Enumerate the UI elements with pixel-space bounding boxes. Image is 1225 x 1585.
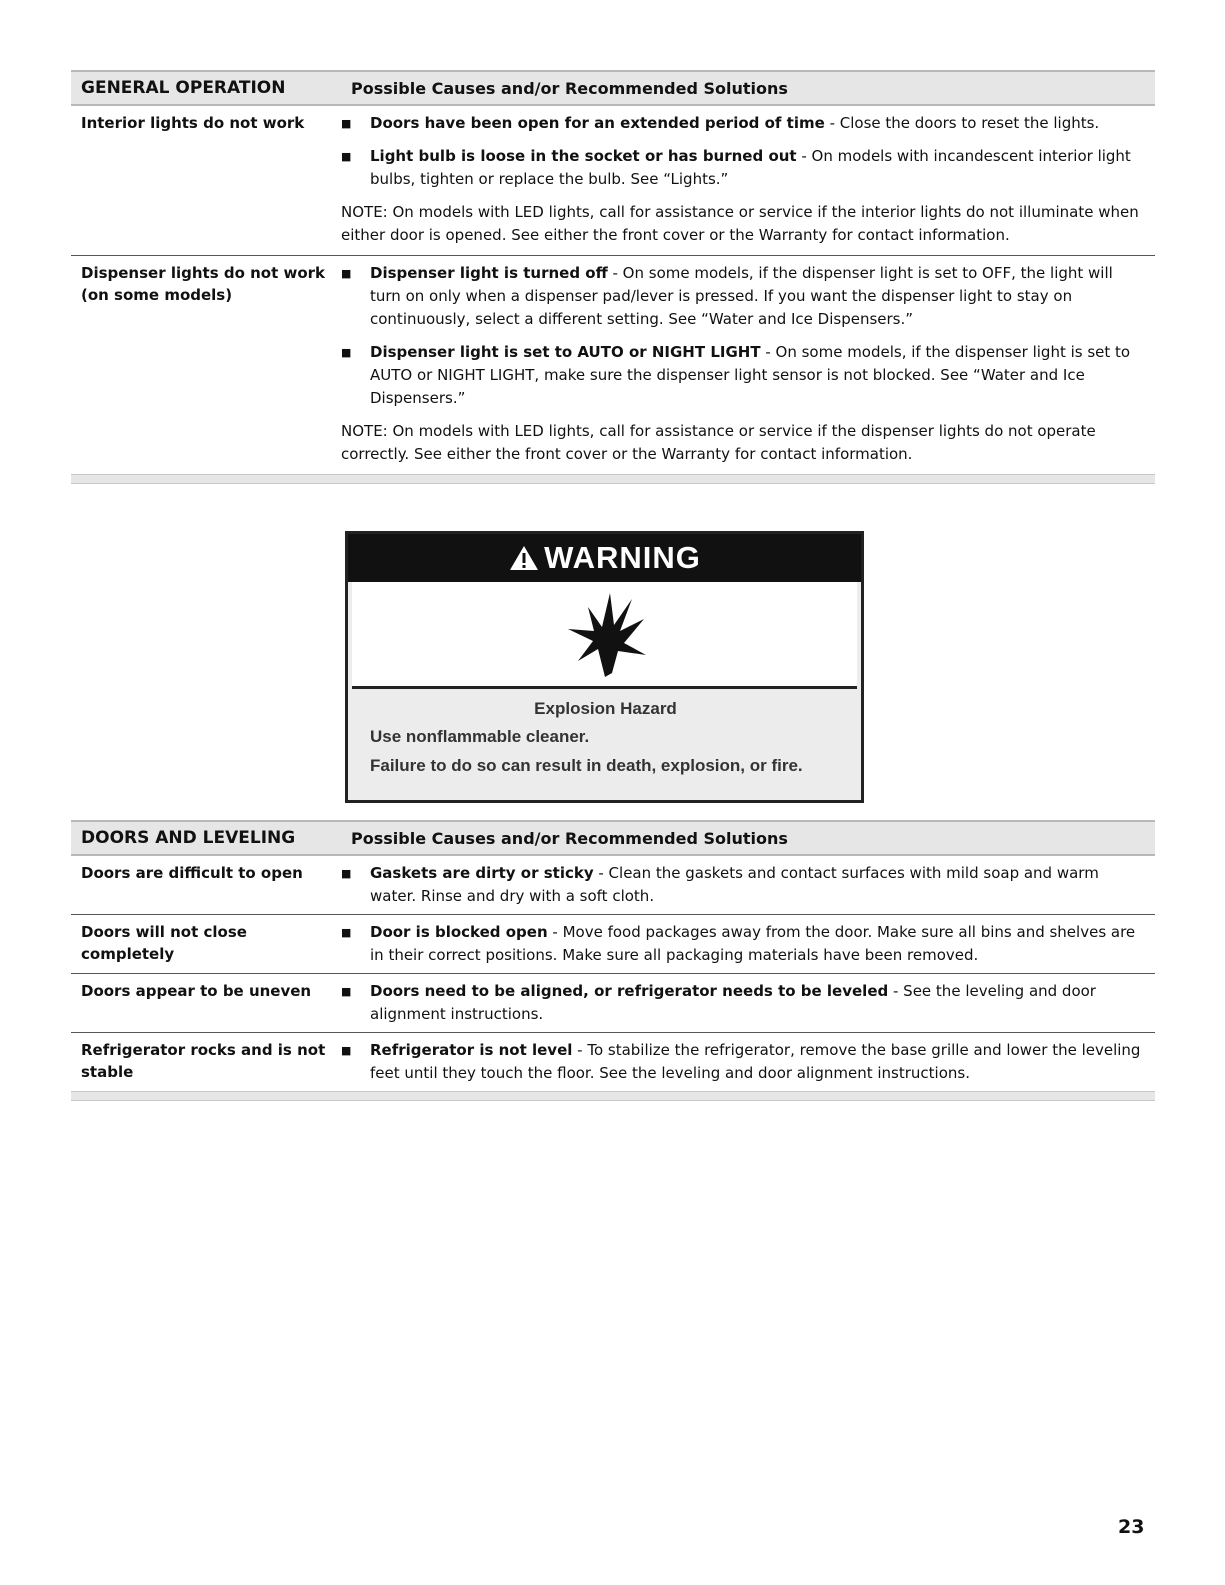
warning-line-2: Failure to do so can result in death, explosion, or fire. bbox=[370, 756, 803, 775]
list-item bbox=[341, 980, 1141, 1026]
solution-text: - To stabilize the refrigerator, remove the base grille and lower the leveling feet until they touch the floor. See the leveling and door alignment instructions. bbox=[370, 1041, 1141, 1082]
list-item bbox=[341, 862, 1141, 908]
problem-label: Doors are difficult to open bbox=[81, 864, 303, 882]
warning-text bbox=[348, 689, 861, 776]
note-text: NOTE: On models with LED lights, call for assistance or service if the dispenser lights do not operate correctly. See either the front cover or the Warranty for contact information. bbox=[341, 422, 1096, 463]
warning-header bbox=[348, 534, 861, 582]
solution-text: - Close the doors to reset the lights. bbox=[824, 114, 1100, 132]
solutions-header: Possible Causes and/or Recommended Solutions bbox=[351, 828, 788, 848]
solution-text: - Clean the gaskets and contact surfaces with mild soap and warm water. Rinse and dry with a soft cloth. bbox=[370, 864, 1099, 905]
cause-text: Gaskets are dirty or sticky bbox=[370, 864, 594, 882]
solution-text: - On some models, if the dispenser light is set to OFF, the light will turn on only when a dispenser pad/lever is pressed. If you want the dispenser light to stay on continuously, select a different setting. See “Water and Ice Dispensers.” bbox=[370, 264, 1113, 328]
section-title: GENERAL OPERATION bbox=[81, 78, 286, 98]
solution-cell bbox=[341, 921, 1155, 967]
cause-text: Dispenser light is turned off bbox=[370, 264, 608, 282]
problem-label: Doors appear to be uneven bbox=[81, 982, 312, 1000]
explosion-icon-area bbox=[352, 582, 857, 689]
warning-title: Explosion Hazard bbox=[534, 699, 677, 718]
solution-text: - On models with incandescent interior light bulbs, tighten or replace the bulb. See “Lights.” bbox=[370, 147, 1131, 188]
table-row bbox=[71, 915, 1155, 974]
table-row bbox=[71, 1033, 1155, 1091]
solution-cell bbox=[341, 980, 1155, 1026]
bullet-icon: ■ bbox=[341, 1044, 352, 1057]
problem-label: Doors will not close completely bbox=[81, 923, 247, 963]
list-item bbox=[341, 341, 1141, 410]
solution-text: - On some models, if the dispenser light is set to AUTO or NIGHT LIGHT, make sure the dispenser light sensor is not blocked. See “Water and Ice Dispensers.” bbox=[370, 343, 1131, 407]
solution-text: - See the leveling and door alignment instructions. bbox=[370, 982, 1096, 1023]
solution-cell bbox=[341, 1039, 1155, 1085]
cause-text: Doors need to be aligned, or refrigerator needs to be leveled bbox=[370, 982, 889, 1000]
cause-text: Refrigerator is not level bbox=[370, 1041, 573, 1059]
table-row bbox=[71, 856, 1155, 915]
cause-text: Dispenser light is set to AUTO or NIGHT LIGHT bbox=[370, 343, 761, 361]
list-item bbox=[341, 1039, 1141, 1085]
bullet-icon: ■ bbox=[341, 867, 352, 880]
cause-text: Door is blocked open bbox=[370, 923, 548, 941]
list-item bbox=[341, 921, 1141, 967]
bullet-icon: ■ bbox=[341, 346, 352, 359]
page-number: 23 bbox=[1118, 1516, 1145, 1538]
explosion-icon bbox=[560, 589, 650, 679]
doors-leveling-section bbox=[71, 820, 1155, 1101]
solution-text: - Move food packages away from the door. Make sure all bins and shelves are in their correct positions. Make sure all packaging materials have been removed. bbox=[370, 923, 1136, 964]
bullet-icon: ■ bbox=[341, 926, 352, 939]
problem-label: Dispenser lights do not work (on some models) bbox=[81, 264, 326, 304]
divider bbox=[71, 474, 1155, 484]
doors-leveling-header bbox=[71, 820, 1155, 856]
warning-header-text: WARNING bbox=[544, 540, 701, 575]
solution-cell bbox=[341, 862, 1155, 908]
problem-label: Refrigerator rocks and is not stable bbox=[81, 1041, 326, 1081]
bullet-icon: ■ bbox=[341, 150, 352, 163]
bullet-icon: ■ bbox=[341, 267, 352, 280]
warning-box bbox=[345, 531, 864, 803]
warning-line-1: Use nonflammable cleaner. bbox=[370, 727, 590, 746]
divider bbox=[71, 1091, 1155, 1101]
cause-text: Doors have been open for an extended period of time bbox=[370, 114, 825, 132]
solution-cell bbox=[341, 112, 1155, 249]
note-text: NOTE: On models with LED lights, call for assistance or service if the interior lights do not illuminate when either door is opened. See either the front cover or the Warranty for contact information. bbox=[341, 203, 1139, 244]
cause-text: Light bulb is loose in the socket or has burned out bbox=[370, 147, 797, 165]
table-row bbox=[71, 106, 1155, 256]
warning-triangle-icon bbox=[508, 544, 540, 572]
general-operation-header bbox=[71, 70, 1155, 106]
table-row bbox=[71, 256, 1155, 474]
section-title: DOORS AND LEVELING bbox=[81, 828, 296, 848]
solutions-header: Possible Causes and/or Recommended Solutions bbox=[351, 78, 788, 98]
troubleshooting-page bbox=[71, 70, 1155, 484]
problem-label: Interior lights do not work bbox=[81, 114, 305, 132]
list-item bbox=[341, 112, 1141, 135]
list-item bbox=[341, 262, 1141, 331]
table-row bbox=[71, 974, 1155, 1033]
list-item bbox=[341, 145, 1141, 191]
bullet-icon: ■ bbox=[341, 117, 352, 130]
bullet-icon: ■ bbox=[341, 985, 352, 998]
solution-cell bbox=[341, 262, 1155, 468]
